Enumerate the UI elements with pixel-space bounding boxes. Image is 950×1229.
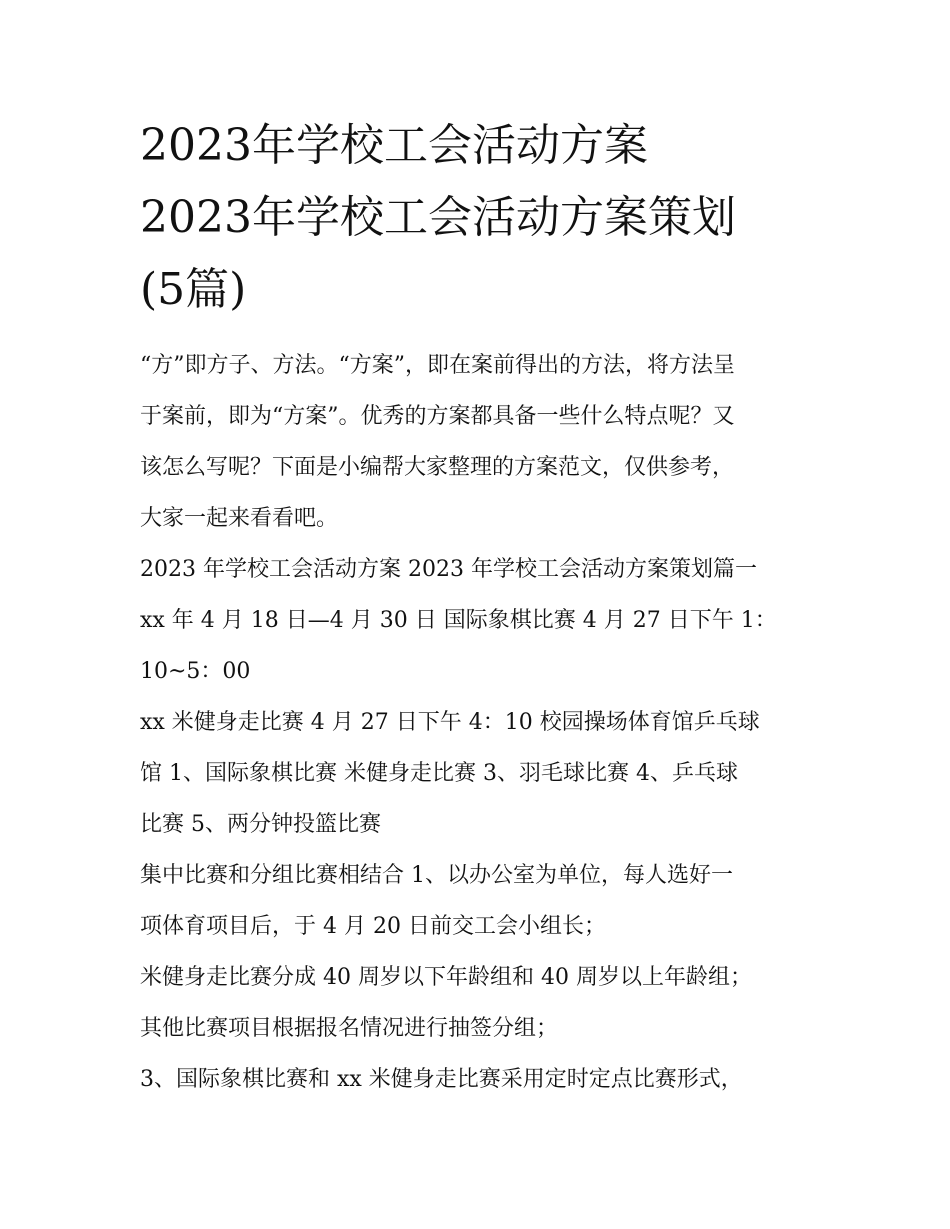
body-line: xx 年 4 月 18 日—4 月 30 日 国际象棋比赛 4 月 27 日下午 1：	[140, 608, 777, 633]
body-line: 比赛 5、两分钟投篮比赛	[140, 812, 381, 837]
title-line-1: 2023年学校工会活动方案	[140, 120, 648, 171]
body-line: 10~5：00	[140, 659, 251, 684]
body-line: 3、国际象棋比赛和 xx 米健身走比赛采用定时定点比赛形式，	[140, 1067, 743, 1092]
document-page	[140, 110, 820, 1105]
body-line: 大家一起来看看吧。	[140, 506, 339, 531]
body-line: “方”即方子、方法。“方案”，即在案前得出的方法，将方法呈	[140, 353, 735, 378]
body-line: 馆 1、国际象棋比赛 米健身走比赛 3、羽毛球比赛 4、乒乓球	[140, 761, 738, 786]
body-line: 2023 年学校工会活动方案 2023 年学校工会活动方案策划篇一	[140, 557, 757, 582]
body-line: 集中比赛和分组比赛相结合 1、以办公室为单位，每人选好一	[140, 863, 733, 888]
document-title	[140, 110, 820, 326]
title-line-2: 2023年学校工会活动方案策划	[140, 192, 736, 243]
body-line: 其他比赛项目根据报名情况进行抽签分组；	[140, 1016, 559, 1041]
body-line: xx 米健身走比赛 4 月 27 日下午 4：10 校园操场体育馆乒乓球	[140, 710, 760, 735]
body-line: 于案前，即为“方案”。优秀的方案都具备一些什么特点呢？又	[140, 404, 735, 429]
body-line: 该怎么写呢？下面是小编帮大家整理的方案范文，仅供参考，	[140, 455, 735, 480]
document-body	[140, 340, 820, 1105]
body-line: 项体育项目后，于 4 月 20 日前交工会小组长；	[140, 914, 606, 939]
title-line-3: (5篇)	[140, 264, 247, 315]
body-line: 米健身走比赛分成 40 周岁以下年龄组和 40 周岁以上年龄组；	[140, 965, 752, 990]
